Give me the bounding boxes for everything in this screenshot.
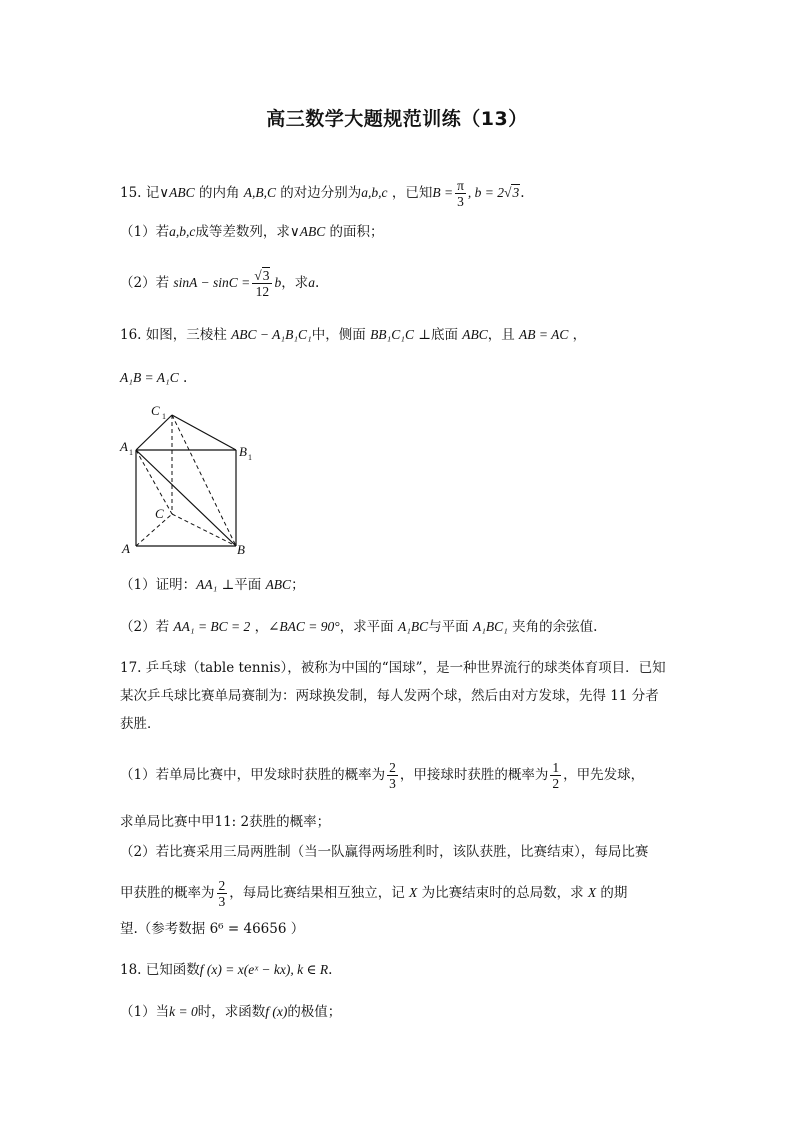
q16-p2-text: （2）若 [120,619,174,635]
q18-p1-text: 的极值； [287,1004,342,1020]
q17-p1-text: ，甲接球时获胜的概率为 [399,767,549,783]
label-a1: A [120,439,128,454]
q17-part1 [120,760,644,791]
q15-p2-text: ，求 [281,275,309,291]
q15-p2-math: b [274,275,282,290]
q16-stem-line2 [120,368,187,388]
q18-p1-text: 时，求函数 [197,1004,266,1020]
q17-part2-line3: 望.（参考数据 6⁶ = 46656 ） [120,921,305,937]
q17-p2-fraction [217,878,228,909]
q18-math: f (x) = x(eˣ − kx), k ∈ R [199,962,329,977]
q15-math: a,b,c [361,185,388,200]
segment-c1b-hidden [172,415,236,546]
q16-math: BB₁C₁C [370,327,414,342]
q15-fraction [455,178,466,209]
edge-cb-hidden [172,514,236,546]
frac-num: π [457,178,464,193]
q15-p2-math: sinA − sinC = [173,275,251,290]
q17-p1-fraction [387,760,398,791]
q15-part1 [120,222,384,242]
q16-p2-math: ∠BAC = 90° [268,619,340,634]
frac-num: √3 [252,268,272,284]
q15-p1-text: 的面积； [325,224,384,240]
q16-text: ，且 [487,327,520,343]
q15-p1-text: （1）若 [120,224,170,240]
q15-p2-text: （2）若 [120,275,174,291]
q17-line3: 获胜． [120,716,161,732]
q17-p1-text: ，甲先发球， [563,767,645,783]
q16-p1-text: ⊥平面 [217,577,266,593]
label-b: B [237,542,245,557]
edge-ac-hidden [136,514,172,546]
q16-p1-text: ； [291,577,305,593]
q18-p1-math: k = 0 [169,1004,198,1019]
q17-p2-text: ，每局比赛结果相互独立，记 [229,885,410,901]
label-sub: 1 [129,448,133,457]
q16-part2 [120,617,597,637]
label-b1: B [239,444,247,459]
q16-p1-text: （1）证明： [120,577,197,593]
frac-den: 2 [552,776,560,791]
frac-den: 3 [457,194,464,209]
q18-p1-text: （1）当 [120,1004,170,1020]
q16-p2-math: A₁BC [397,619,429,634]
segment-a1c-hidden [136,450,172,514]
sqrt-val: 3 [262,268,270,283]
q18-text: 18. 已知函数 [120,962,200,978]
q16-p2-text: 夹角的余弦值. [507,619,598,635]
q15-text: ，已知 [387,185,433,201]
q16-p2-text: ， [250,619,269,635]
q17-line1: 17. 乒乓球（table tennis），被称为中国的“国球”，是一种世界流行的球类体育项目．已知 [120,660,666,676]
label-c: C [155,506,164,521]
frac-num: 2 [389,760,396,775]
q17-p2-text: 甲获胜的概率为 [120,885,215,901]
q15-text: . [520,185,525,201]
q15-sqrt: 3 [512,185,520,200]
q17-p1-text: （1）若单局比赛中，甲发球时获胜的概率为 [120,767,386,783]
q18-part1 [120,1002,341,1022]
q18-p1-math: f (x) [265,1004,288,1019]
q16-math: ABC − A₁B₁C₁ [231,327,312,342]
edge-c1b1 [172,415,236,450]
q15-math: ABC [169,185,195,200]
q18-stem [120,960,332,980]
q16-text: 16. 如图，三棱柱 [120,327,232,343]
q16-text: ⊥底面 [413,327,463,343]
q17-p2-text: 为比赛结束时的总局数，求 [417,885,588,901]
frac-den: 12 [255,284,270,299]
q16-text: ， [568,327,587,343]
q15-p2-fraction [252,268,272,299]
q17-line2: 某次乒乓球比赛单局赛制为：两球换发制，每人发两个球，然后由对方发球，先得 11 分者 [120,688,659,704]
q16-text: 中，侧面 [311,327,371,343]
q18-text: . [328,962,333,978]
frac-den: 3 [218,894,226,909]
q17-part2-line1: （2）若比赛采用三局两胜制（当一队赢得两场胜利时，该队获胜，比赛结束），每局比赛 [120,844,649,860]
q16-math: A₁B = A₁C [120,370,179,385]
q16-math: AB = AC [519,327,569,342]
segment-a1b [136,450,236,546]
q15-p1-text: 成等差数列，求∨ [195,224,300,240]
q15-p1-math: ABC [299,224,326,239]
q16-p1-math: AA₁ [196,577,218,592]
label-sub: 1 [248,453,252,462]
q15-p2-math: a [308,275,315,290]
q17-p2-text: 的期 [596,885,628,901]
q15-text: 的对边分别为 [276,185,362,201]
q15-text: 15. 记∨ [120,185,170,201]
q17-p1-fraction [550,760,561,791]
q17-part1-line2: 求单局比赛中甲11: 2获胜的概率； [120,814,331,830]
q15-part2 [120,268,319,299]
frac-den: 3 [389,776,396,791]
q17-p2-math: X [409,885,418,900]
q16-stem [120,325,586,345]
q16-p2-math: A₁BC₁ [472,619,508,634]
edge-a1c1 [136,415,172,450]
q15-p2-text: . [314,275,320,291]
q16-math: ABC [462,327,488,342]
q16-p2-text: 与平面 [428,619,473,635]
frac-num: 2 [218,878,226,893]
q16-p1-math: ABC [265,577,292,592]
label-c1: C [151,403,160,418]
q15-stem: 15. 记∨ABC 的内角 A,B,C 的对边分别为a,b,c ，已知B = $\frac{\pi}{3}$ , b = 2√3. [120,178,525,209]
q16-p2-math: AA₁ = BC = 2 [173,619,251,634]
prism-figure [118,398,268,563]
q15-text: 的内角 [194,185,244,201]
q16-part1 [120,575,305,595]
page-title: 高三数学大题规范训练（13） [266,108,528,130]
q15-math: , b = 2 [467,185,505,200]
label-sub: 1 [162,412,166,421]
q15-math: B = [432,185,454,200]
q17-p2-math: X [587,885,597,900]
q16-p2-text: ，求平面 [339,619,398,635]
q17-part2-line2 [120,878,627,909]
q15-math: A,B,C [243,185,276,200]
q15-p1-math: a,b,c [169,224,196,239]
frac-num: 1 [552,760,560,775]
label-a: A [122,541,130,556]
q16-text: . [178,370,188,386]
